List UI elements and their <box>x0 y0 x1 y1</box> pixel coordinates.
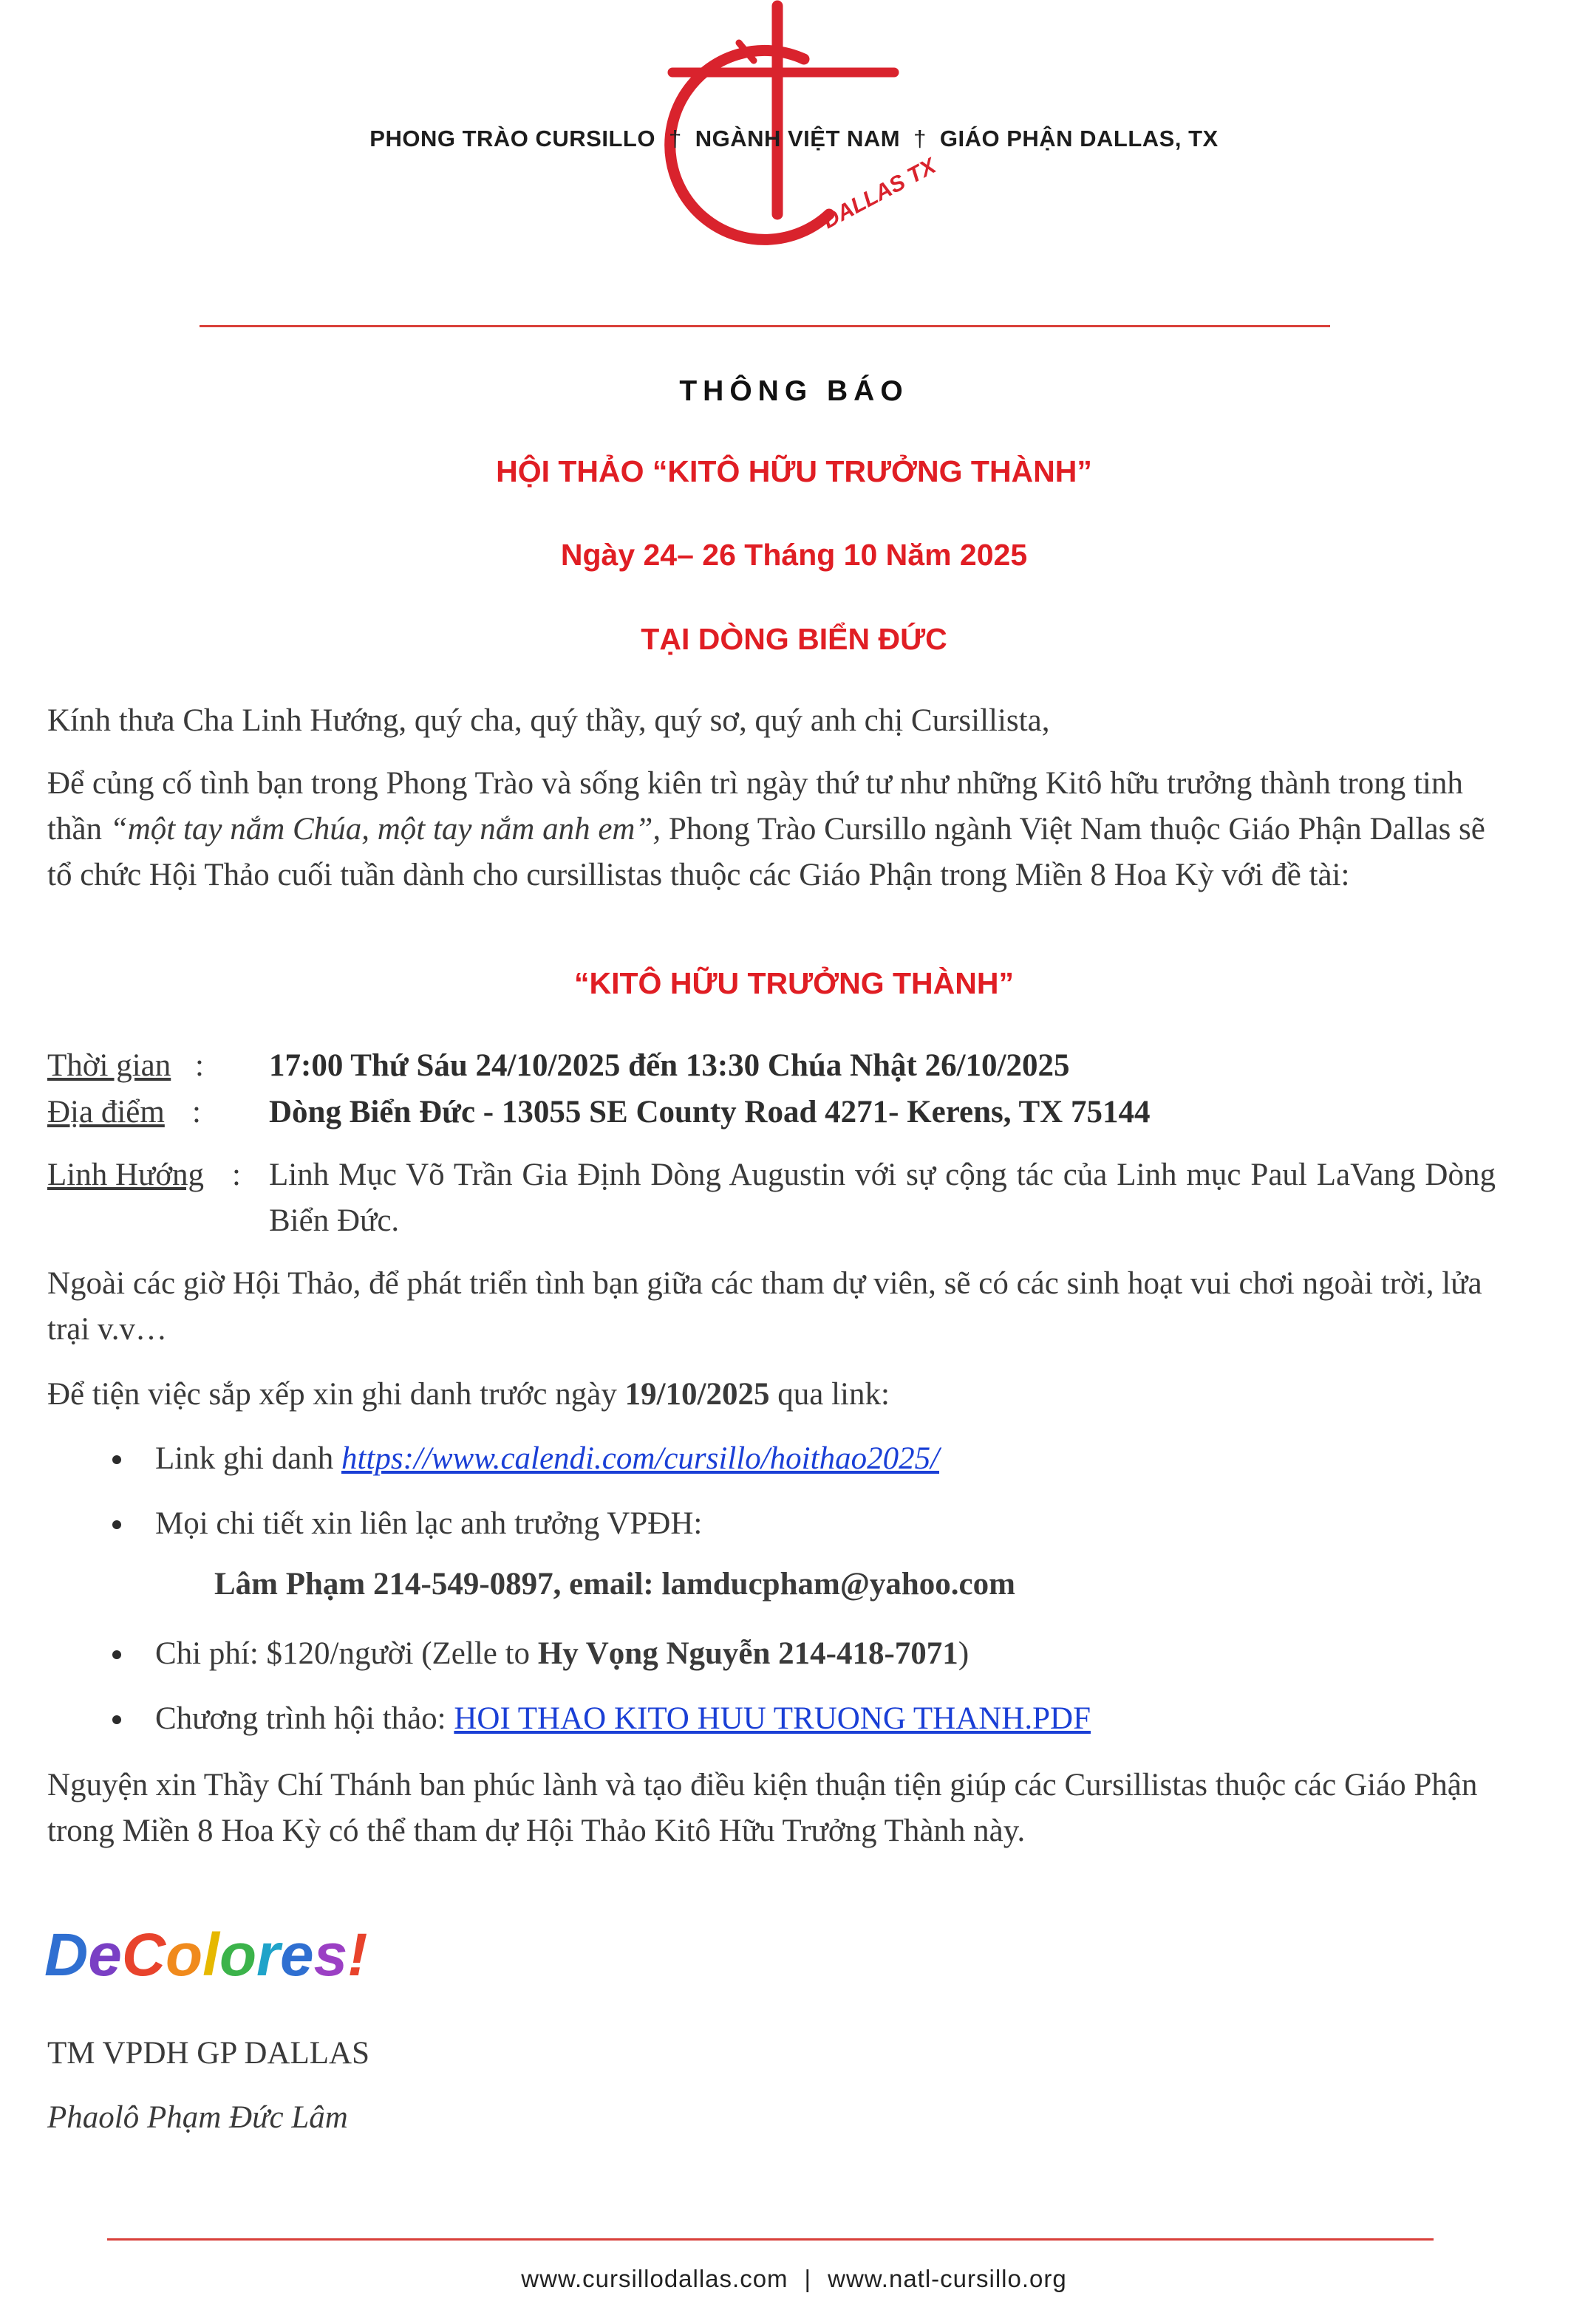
org-name-right: GIÁO PHẬN DALLAS, TX <box>939 126 1219 151</box>
footer-link-cursillodallas[interactable]: www.cursillodallas.com <box>521 2265 788 2292</box>
footer-link-natl-cursillo[interactable]: www.natl-cursillo.org <box>828 2265 1067 2292</box>
de-colores-logo <box>44 1921 367 1990</box>
footer-divider <box>107 2238 1434 2241</box>
event-venue: TẠI DÒNG BIỂN ĐỨC <box>641 622 947 656</box>
cost-text-end: ) <box>958 1636 970 1671</box>
registration-line <box>47 1372 1496 1418</box>
intro-text-2: Phong Trào Cursillo ngành Việt Nam thuộc Giáo Phận Dallas sẽ tổ chức Hội Thảo cuối tuần dành cho cursillistas thuộc các Giáo Phận trong Miền 8 Hoa Kỳ với đề tài: <box>47 812 1485 892</box>
greeting: Kính thưa Cha Linh Hướng, quý cha, quý thầy, quý sơ, quý anh chị Cursillista, <box>47 703 1050 738</box>
place-value: Dòng Biển Đức - 13055 SE County Road 4271- Kerens, TX 75144 <box>269 1095 1151 1129</box>
register-post: qua link: <box>769 1377 890 1412</box>
header-divider <box>200 325 1330 327</box>
priest-value: Linh Mục Võ Trần Gia Định Dòng Augustin với sự cộng tác của Linh mục Paul LaVang Dòng Biển Đức. <box>269 1158 1496 1238</box>
list-item <box>155 1501 1500 1547</box>
register-deadline: 19/10/2025 <box>624 1377 770 1412</box>
list-item <box>155 1436 1500 1482</box>
de-colores-letter: ! <box>347 1921 368 1989</box>
footer <box>0 2265 1588 2293</box>
intro-text-1: Để củng cố tình bạn trong Phong Trào và sống kiên trì ngày thứ tư như những Kitô hữu trưởng thành trong tinh thần <box>47 766 1463 847</box>
priest-label: Linh Hướng <box>47 1158 205 1192</box>
org-name-left: PHONG TRÀO CURSILLO <box>369 126 655 151</box>
de-colores-letter: C <box>121 1921 166 1989</box>
list-item <box>155 1631 1500 1677</box>
program-text: Chương trình hội thảo: <box>155 1701 454 1736</box>
zelle-recipient: Hy Vọng Nguyễn 214-418-7071 <box>537 1636 958 1671</box>
notice-label: THÔNG BÁO <box>679 375 909 407</box>
place-label: Địa điểm <box>47 1095 165 1129</box>
event-date: Ngày 24– 26 Tháng 10 Năm 2025 <box>560 538 1028 572</box>
list-item <box>155 1696 1500 1742</box>
closing-paragraph: Nguyện xin Thầy Chí Thánh ban phúc lành và tạo điều kiện thuận tiện giúp các Cursillistas thuộc các Giáo Phận trong Miền 8 Hoa Kỳ có thể tham dự Hội Thảo Kitô Hữu Trưởng Thành này. <box>47 1768 1478 1848</box>
de-colores-letter: D <box>44 1921 89 1989</box>
event-title: HỘI THẢO “KITÔ HỮU TRƯỞNG THÀNH” <box>496 454 1092 488</box>
footer-divider-bar: | <box>804 2265 812 2292</box>
org-name-middle: NGÀNH VIỆT NAM <box>695 126 901 151</box>
registration-link[interactable]: https://www.calendi.com/cursillo/hoithao2025/ <box>341 1441 940 1476</box>
program-pdf-link[interactable]: HOI THAO KITO HUU TRUONG THANH.PDF <box>454 1701 1091 1736</box>
organization-line <box>148 126 1440 152</box>
de-colores-letter: l <box>202 1921 219 1989</box>
cost-text: Chi phí: $120/người (Zelle to <box>155 1636 538 1671</box>
de-colores-letter: s <box>313 1921 348 1989</box>
de-colores-letter: r <box>256 1921 280 1989</box>
label-colon: : <box>195 1048 204 1083</box>
contact-info: Lâm Phạm 214-549-0897, email: lamducpham@yahoo.com <box>214 1567 1015 1602</box>
priest-row <box>47 1152 1496 1248</box>
label-colon: : <box>232 1158 241 1192</box>
time-label: Thời gian <box>47 1048 171 1083</box>
outdoor-activities: Ngoài các giờ Hội Thảo, để phát triển tình bạn giữa các tham dự viên, sẽ có các sinh hoạt vui chơi ngoài trời, lửa trại v.v… <box>47 1266 1482 1347</box>
de-colores-text <box>44 1921 367 1990</box>
bullet1-text: Link ghi danh <box>155 1441 341 1476</box>
label-colon: : <box>192 1095 201 1129</box>
de-colores-letter: o <box>166 1921 203 1989</box>
de-colores-letter: e <box>279 1921 314 1989</box>
signature-org: TM VPDH GP DALLAS <box>47 2036 370 2071</box>
logo-text: DALLAS TX <box>818 154 940 234</box>
intro-quote: “một tay nắm Chúa, một tay nắm anh em”, <box>109 812 661 847</box>
cross-separator: † <box>913 126 927 151</box>
de-colores-letter: e <box>88 1921 122 1989</box>
bullet2-text: Mọi chi tiết xin liên lạc anh trưởng VPĐH: <box>155 1506 703 1541</box>
signature-name: Phaolô Phạm Đức Lâm <box>47 2100 348 2135</box>
theme-title: “KITÔ HỮU TRƯỞNG THÀNH” <box>574 966 1014 1000</box>
cross-separator: † <box>668 126 682 151</box>
time-value: 17:00 Thứ Sáu 24/10/2025 đến 13:30 Chúa Nhật 26/10/2025 <box>269 1048 1070 1083</box>
de-colores-letter: o <box>219 1921 257 1989</box>
intro-paragraph <box>47 761 1496 898</box>
register-pre: Để tiện việc sắp xếp xin ghi danh trước ngày <box>47 1377 625 1412</box>
